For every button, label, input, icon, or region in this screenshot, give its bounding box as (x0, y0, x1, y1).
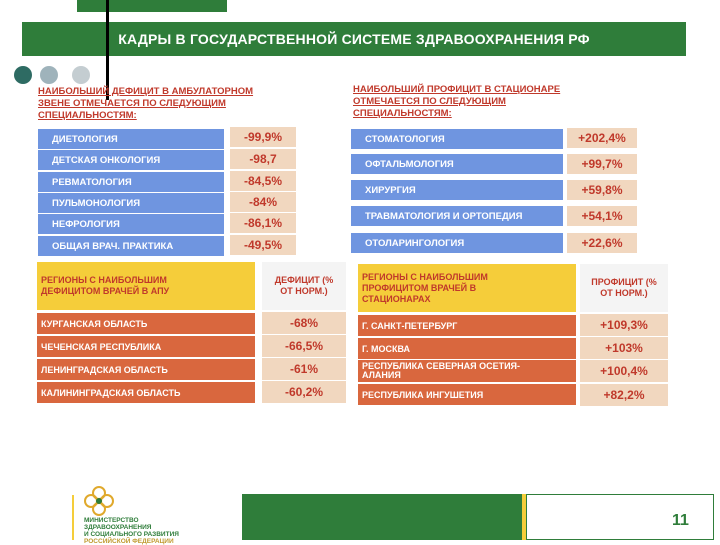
specialty-value: +202,4% (567, 128, 637, 148)
surplus-column-header (580, 264, 668, 312)
region-value: +82,2% (580, 384, 668, 406)
header-line: ПРОФИЦИТ (% (591, 277, 657, 287)
specialty-value: -84,5% (230, 171, 296, 191)
specialty-value: +22,6% (567, 233, 637, 253)
deficit-regions-header (37, 262, 255, 310)
decorative-dot (40, 66, 58, 84)
heading-line: НАИБОЛЬШИЙ ПРОФИЦИТ В СТАЦИОНАРЕ (353, 84, 561, 95)
heading-line: ОТМЕЧАЕТСЯ ПО СЛЕДУЮЩИМ (353, 96, 506, 107)
top-accent-bar (77, 0, 227, 12)
specialty-name: СТОМАТОЛОГИЯ (351, 129, 563, 149)
decorative-dot (14, 66, 32, 84)
header-line: СТАЦИОНАРАХ (362, 293, 431, 304)
region-name: КУРГАНСКАЯ ОБЛАСТЬ (37, 313, 255, 334)
region-value: -60,2% (262, 381, 346, 403)
region-name: КАЛИНИНГРАДСКАЯ ОБЛАСТЬ (37, 382, 255, 403)
region-value: -66,5% (262, 335, 346, 357)
ministry-line: МИНИСТЕРСТВО (84, 517, 139, 524)
specialty-name: ОБЩАЯ ВРАЧ. ПРАКТИКА (38, 236, 224, 256)
specialty-name: ОТОЛАРИНГОЛОГИЯ (351, 233, 563, 253)
header-line: ОТ НОРМ.) (280, 286, 328, 296)
specialty-value: -99,9% (230, 127, 296, 147)
ministry-line: ЗДРАВООХРАНЕНИЯ (84, 524, 152, 531)
specialty-value: +99,7% (567, 154, 637, 174)
page-title: КАДРЫ В ГОСУДАРСТВЕННОЙ СИСТЕМЕ ЗДРАВООХРАНЕНИЯ РФ (22, 22, 686, 56)
region-name-line: АЛАНИЯ (362, 370, 401, 380)
specialty-name: ОФТАЛЬМОЛОГИЯ (351, 154, 563, 174)
heading-line: НАИБОЛЬШИЙ ДЕФИЦИТ В АМБУЛАТОРНОМ (38, 86, 254, 97)
divider-line (106, 0, 109, 100)
specialty-value: -86,1% (230, 213, 296, 233)
specialty-name: ДИЕТОЛОГИЯ (38, 129, 224, 149)
specialty-value: +59,8% (567, 180, 637, 200)
specialty-name: РЕВМАТОЛОГИЯ (38, 172, 224, 192)
specialty-name: ХИРУРГИЯ (351, 180, 563, 200)
page-number: 11 (672, 512, 689, 529)
region-name: Г. САНКТ-ПЕТЕРБУРГ (358, 315, 576, 336)
decorative-dot (72, 66, 90, 84)
region-value: -68% (262, 312, 346, 334)
region-name: ЛЕНИНГРАДСКАЯ ОБЛАСТЬ (37, 359, 255, 380)
specialty-name: ПУЛЬМОНОЛОГИЯ (38, 193, 224, 213)
heading-line: СПЕЦИАЛЬНОСТЯМ: (38, 110, 137, 121)
specialty-name: ДЕТСКАЯ ОНКОЛОГИЯ (38, 150, 224, 170)
footer-green-block (242, 494, 522, 540)
specialty-value: +54,1% (567, 206, 637, 226)
ministry-logo-icon (82, 484, 116, 518)
region-value: -61% (262, 358, 346, 380)
region-name: ЧЕЧЕНСКАЯ РЕСПУБЛИКА (37, 336, 255, 357)
deficit-column-header (262, 262, 346, 310)
header-line: РЕГИОНЫ С НАИБОЛЬШИМ (41, 275, 167, 285)
specialty-value: -98,7 (230, 149, 296, 169)
specialty-value: -49,5% (230, 235, 296, 255)
header-line: ОТ НОРМ.) (600, 288, 648, 298)
heading-line: СПЕЦИАЛЬНОСТЯМ: (353, 108, 452, 119)
ministry-name (84, 517, 179, 545)
ministry-line: И СОЦИАЛЬНОГО РАЗВИТИЯ (84, 531, 179, 538)
region-value: +103% (580, 337, 668, 359)
region-value: +100,4% (580, 360, 668, 382)
surplus-specialties-heading (353, 84, 560, 120)
ministry-line: РОССИЙСКОЙ ФЕДЕРАЦИИ (84, 538, 174, 545)
header-line: ПРОФИЦИТОМ ВРАЧЕЙ В (362, 282, 477, 293)
header-line: ДЕФИЦИТОМ ВРАЧЕЙ В АПУ (41, 286, 170, 296)
region-name: Г. МОСКВА (358, 338, 576, 359)
heading-line: ЗВЕНЕ ОТМЕЧАЕТСЯ ПО СЛЕДУЮЩИМ (38, 98, 226, 109)
footer-accent-line (72, 495, 74, 540)
deficit-specialties-heading (38, 86, 253, 122)
region-name: РЕСПУБЛИКА ИНГУШЕТИЯ (358, 384, 576, 405)
region-name (358, 360, 576, 382)
specialty-name: НЕФРОЛОГИЯ (38, 214, 224, 234)
region-value: +109,3% (580, 314, 668, 336)
header-line: РЕГИОНЫ С НАИБОЛЬШИМ (362, 271, 488, 282)
region-name-line: РЕСПУБЛИКА СЕВЕРНАЯ ОСЕТИЯ- (362, 361, 521, 371)
header-line: ДЕФИЦИТ (% (274, 275, 334, 285)
specialty-value: -84% (230, 192, 296, 212)
surplus-regions-header (358, 264, 576, 312)
specialty-name: ТРАВМАТОЛОГИЯ И ОРТОПЕДИЯ (351, 206, 563, 226)
